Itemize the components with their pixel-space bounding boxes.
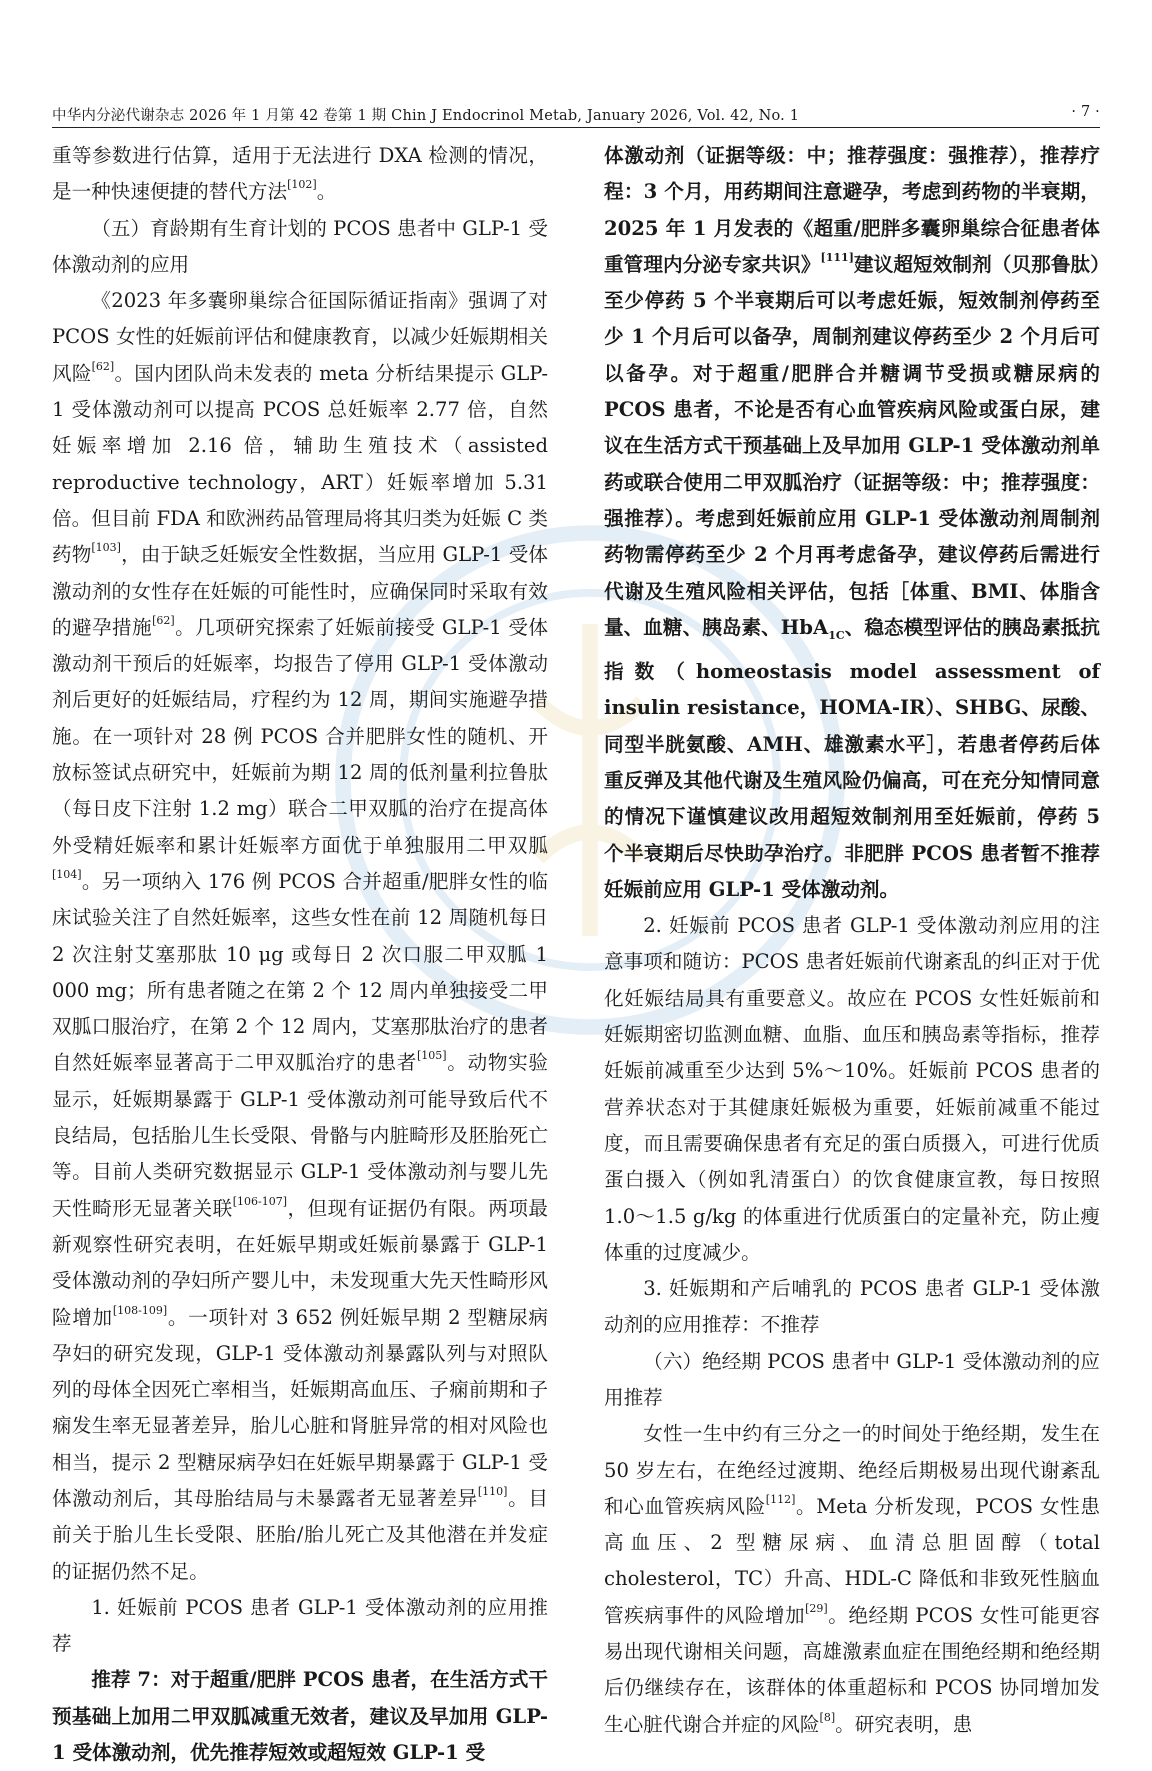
paragraph-pregnancy: 《2023 年多囊卵巢综合征国际循证指南》强调了对 PCOS 女性的妊娠前评估和健康教育，以减少妊娠期相关风险[62]。国内团队尚未发表的 meta 分析结果提示 GLP-1 受体激动剂可以提高 PCOS 总妊娠率 2.77 倍，自然妊娠率增加 2.16 倍，辅助生殖技术（assisted reproductive technology，ART）妊娠率增加 5.31 倍。但目前 FDA 和欧洲药品管理局将其归类为妊娠 C 类药物[103]，由于缺乏妊娠安全性数据，当应用 GLP-1 受体激动剂的女性存在妊娠的可能性时，应确保同时采取有效的避孕措施[62]。几项研究探索了妊娠前接受 GLP-1 受体激动剂干预后的妊娠率，均报告了停用 GLP-1 受体激动剂后更好的妊娠结局，疗程约为 12 周，期间实施避孕措施。在一项针对 28 例 PCOS 合并肥胖女性的随机、开放标签试点研究中，妊娠前为期 12 周的低剂量利拉鲁肽（每日皮下注射 1.2 mg）联合二甲双胍的治疗在提高体外受精妊娠率和累计妊娠率方面优于单独服用二甲双胍[104]。另一项纳入 176 例 PCOS 合并超重/肥胖女性的临床试验关注了自然妊娠率，这些女性在前 12 周随机每日 2 次注射艾塞那肽 10 μg 或每日 2 次口服二甲双胍 1 000 mg；所有患者随之在第 2 个 12 周内单独接受二甲双胍口服治疗，在第 2 个 12 周内，艾塞那肽治疗的患者自然妊娠率显著高于二甲双胍治疗的患者[105]。动物实验显示，妊娠期暴露于 GLP-1 受体激动剂可能导致后代不良结局，包括胎儿生长受限、骨骼与内脏畸形及胚胎死亡等。目前人类研究数据显示 GLP-1 受体激动剂与婴儿先天性畸形无显著关联[106-107]，但现有证据仍有限。两项最新观察性研究表明，在妊娠早期或妊娠前暴露于 GLP-1 受体激动剂的孕妇所产婴儿中，未发现重大先天性畸形风险增加[108-109]。一项针对 3 652 例妊娠早期 2 型糖尿病孕妇的研究发现，GLP-1 受体激动剂暴露队列与对照队列的母体全因死亡率相当，妊娠期高血压、子痫前期和子痫发生率无显著差异，胎儿心脏和肾脏异常的相对风险也相当，提示 2 型糖尿病孕妇在妊娠早期暴露于 GLP-1 受体激动剂后，其母胎结局与未暴露者无显著差异[110]。目前关于胎儿生长受限、胚胎/胎儿死亡及其他潜在并发症的证据仍然不足。 bbox=[52, 289, 549, 1583]
journal-citation: 中华内分泌代谢杂志 2026 年 1 月第 42 卷第 1 期 Chin J Endocrinol Metab, January 2026, Vol. 42, No. 1 bbox=[52, 108, 800, 124]
recommendation-7-continued: 体激动剂（证据等级：中；推荐强度：强推荐），推荐疗程：3 个月，用药期间注意避孕，考虑到药物的半衰期，2025 年 1 月发表的《超重/肥胖多囊卵巢综合征患者体重管理内分泌专家共识》[111]建议超短效制剂（贝那鲁肽）至少停药 5 个半衰期后可以考虑妊娠，短效制剂停药至少 1 个月后可以备孕，周制剂建议停药至少 2 个月后可以备孕。对于超重/肥胖合并糖调节受损或糖尿病的 PCOS 患者，不论是否有心血管疾病风险或蛋白尿，建议在生活方式干预基础上及早加用 GLP-1 受体激动剂单药或联合使用二甲双胍治疗（证据等级：中；推荐强度：强推荐）。考虑到妊娠前应用 GLP-1 受体激动剂周制剂药物需停药至少 2 个月再考虑备孕，建议停药后需进行代谢及生殖风险相关评估，包括［体重、BMI、体脂含量、血糖、胰岛素、HbA$_{1C}$、稳态模型评估的胰岛素抵抗指数（homeostasis model assessment of insulin resistance，HOMA-IR）、SHBG、尿酸、同型半胱氨酸、AMH、雄激素水平］，若患者停药后体重反弹及其他代谢及生殖风险仍偏高，可在充分知情同意的情况下谨慎建议改用超短效制剂用至妊娠前，停药 5 个半衰期后尽快助孕治疗。非肥胖 PCOS 患者暂不推荐妊娠前应用 GLP-1 受体激动剂。 bbox=[604, 144, 1101, 901]
header-rule bbox=[52, 127, 1100, 128]
recommendation-7: 推荐 7：对于超重/肥胖 PCOS 患者，在生活方式干预基础上加用二甲双胍减重无效者，建议及早加用 GLP-1 受体激动剂，优先推荐短效或超短效 GLP-1 受 bbox=[52, 1668, 548, 1765]
running-header bbox=[52, 104, 1100, 126]
section-heading-5: （五）育龄期有生育计划的 PCOS 患者中 GLP-1 受体激动剂的应用 bbox=[52, 216, 548, 276]
subheading-1: 1. 妊娠前 PCOS 患者 GLP-1 受体激动剂的应用推荐 bbox=[52, 1595, 548, 1656]
left-column bbox=[52, 138, 548, 1771]
page-number: · 7 · bbox=[1071, 104, 1100, 120]
paragraph-dxa: 重等参数进行估算，适用于无法进行 DXA 检测的情况，是一种快速便捷的替代方法[102]。 bbox=[52, 144, 548, 204]
right-column bbox=[604, 138, 1100, 1743]
paragraph-menopause: 女性一生中约有三分之一的时间处于绝经期，发生在 50 岁左右，在绝经过渡期、绝经后期极易出现代谢紊乱和心血管疾病风险[112]。Meta 分析发现，PCOS 女性患高血压、2 型糖尿病、血清总胆固醇（total cholesterol，TC）升高、HDL-C 降低和非致死性脑血管疾病事件的风险增加[29]。绝经期 PCOS 女性可能更容易出现代谢相关问题，高雄激素血症在围绝经期和绝经期后仍继续存在，该群体的体重超标和 PCOS 协同增加发生心脏代谢合并症的风险[8]。研究表明，患 bbox=[604, 1422, 1100, 1736]
section-heading-6: （六）绝经期 PCOS 患者中 GLP-1 受体激动剂的应用推荐 bbox=[604, 1349, 1100, 1409]
subheading-2-paragraph: 2. 妊娠前 PCOS 患者 GLP-1 受体激动剂应用的注意事项和随访：PCOS 患者妊娠前代谢紊乱的纠正对于优化妊娠结局具有重要意义。故应在 PCOS 女性妊娠前和妊娠期密切监测血糖、血脂、血压和胰岛素等指标，推荐妊娠前减重至少达到 5%～10%。妊娠前 PCOS 患者的营养状态对于其健康妊娠极为重要，妊娠前减重不能过度，而且需要确保患者有充足的蛋白质摄入，可进行优质蛋白摄入（例如乳清蛋白）的饮食健康宣教，每日按照 1.0～1.5 g/kg 的体重进行优质蛋白的定量补充，防止瘦体重的过度减少。 bbox=[604, 914, 1101, 1264]
subheading-3: 3. 妊娠期和产后哺乳的 PCOS 患者 GLP-1 受体激动剂的应用推荐：不推荐 bbox=[604, 1277, 1100, 1337]
